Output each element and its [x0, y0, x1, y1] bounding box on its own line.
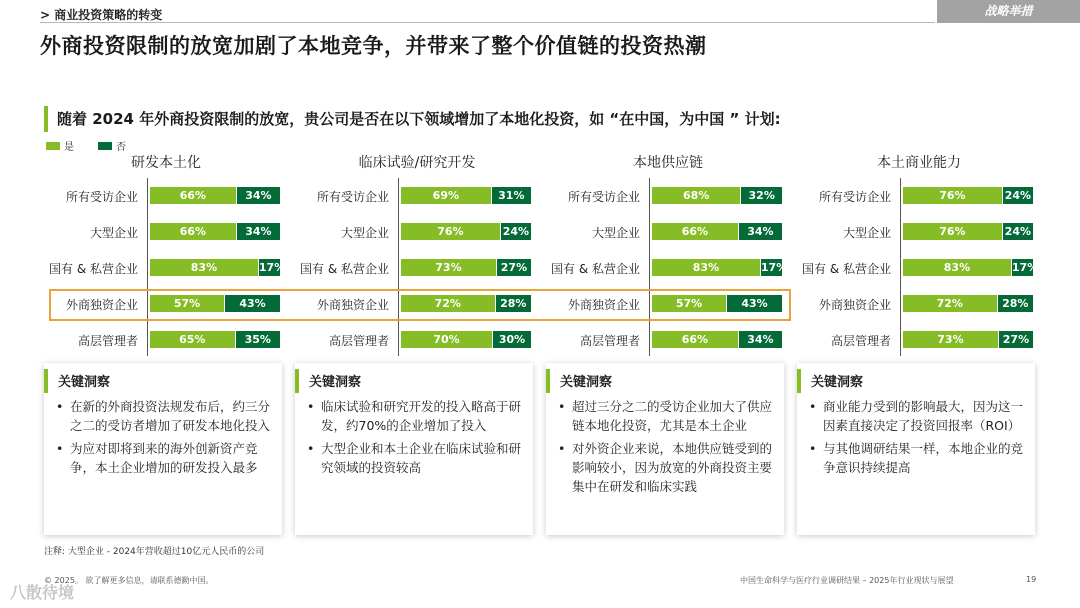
bar-row: [799, 185, 1039, 207]
category-label: 外商独资企业: [567, 298, 640, 312]
bar-segment-yes: 70%: [401, 331, 492, 348]
bar-segment-no: 35%: [236, 331, 281, 348]
bar-segment-yes: 69%: [401, 187, 491, 204]
footer-report-title: 中国生命科学与医疗行业调研结果 – 2025年行业现状与展望: [740, 576, 954, 585]
question-accent: [44, 106, 48, 132]
bar-segment-yes: 65%: [150, 331, 235, 348]
bar-segment-yes: 76%: [401, 223, 500, 240]
category-label: 所有受访企业: [567, 190, 640, 204]
category-label: 国有 & 私营企业: [802, 262, 891, 276]
page-title: 外商投资限制的放宽加剧了本地竞争，并带来了整个价值链的投资热潮: [40, 34, 707, 58]
bar-segment-yes: 72%: [401, 295, 495, 312]
bar-segment-no: 17%: [258, 261, 286, 274]
category-label: 国有 & 私营企业: [551, 262, 640, 276]
category-label: 所有受访企业: [316, 190, 389, 204]
bar-row: [799, 329, 1039, 351]
bar-segment-no: 30%: [493, 331, 531, 348]
insight-card-title: 关键洞察: [811, 375, 864, 390]
bar-row: [46, 257, 286, 279]
card-accent: [44, 369, 48, 393]
watermark: 八散待境: [10, 583, 75, 602]
card-accent: [797, 369, 801, 393]
bar-segment-no: 34%: [739, 223, 782, 240]
category-label: 外商独资企业: [818, 298, 891, 312]
card-accent: [295, 369, 299, 393]
bar-row: [799, 293, 1039, 315]
insight-card-3: [546, 363, 784, 535]
card-accent: [546, 369, 550, 393]
bar-segment-no: 34%: [237, 223, 280, 240]
bar-segment-yes: 66%: [652, 331, 738, 348]
insight-bullet-list: [556, 397, 774, 500]
chart-panel-3: [548, 152, 788, 357]
category-label: 高层管理者: [830, 334, 891, 348]
bar-segment-yes: 73%: [401, 259, 496, 276]
legend-label-yes: 是: [64, 142, 74, 153]
bar-segment-no: 24%: [1004, 189, 1032, 202]
bar-row: [297, 221, 537, 243]
category-label: 大型企业: [842, 226, 891, 240]
legend-swatch-yes: [46, 142, 60, 150]
bar-segment-yes: 66%: [652, 223, 738, 240]
footer-copyright: © 2025。 欲了解更多信息，请联系德勤中国。: [44, 576, 214, 585]
insight-bullet: • 与其他调研结果一样，本地企业的竞争意识持续提高: [807, 439, 1025, 477]
category-label: 所有受访企业: [65, 190, 138, 204]
legend-swatch-no: [98, 142, 112, 150]
bar-segment-yes: 76%: [903, 223, 1002, 240]
chart-panel-4: [799, 152, 1039, 357]
survey-question: 随着 2024 年外商投资限制的放宽，贵公司是否在以下领域增加了本地化投资，如 “在中国，为中国 ” 计划:: [57, 110, 781, 128]
bar-segment-no: 32%: [741, 187, 782, 204]
chart-title: 本土商业能力: [877, 155, 961, 171]
insight-card-title: 关键洞察: [58, 375, 111, 390]
category-label: 外商独资企业: [65, 298, 138, 312]
section-label: > 商业投资策略的转变: [40, 8, 163, 22]
category-label: 国有 & 私营企业: [49, 262, 138, 276]
category-label: 大型企业: [591, 226, 640, 240]
bar-segment-yes: 83%: [150, 259, 258, 276]
insight-card-2: [295, 363, 533, 535]
bar-segment-no: 17%: [1011, 261, 1039, 274]
bar-row: [46, 329, 286, 351]
legend-item-no: [98, 138, 126, 153]
bar-segment-yes: 83%: [652, 259, 760, 276]
bar-segment-no: 28%: [496, 295, 531, 312]
bar-row: [297, 257, 537, 279]
corner-tag: 战略举措: [937, 0, 1080, 23]
legend: [46, 138, 150, 153]
bar-segment-no: 43%: [225, 295, 280, 312]
insight-bullet-list: [54, 397, 272, 481]
insight-bullet: • 大型企业和本土企业在临床试验和研究领域的投资较高: [305, 439, 523, 477]
bar-segment-no: 24%: [1004, 225, 1032, 238]
bar-row: [46, 185, 286, 207]
bar-segment-yes: 83%: [903, 259, 1011, 276]
category-label: 大型企业: [89, 226, 138, 240]
insight-card-title: 关键洞察: [309, 375, 362, 390]
category-label: 国有 & 私营企业: [300, 262, 389, 276]
category-label: 高层管理者: [328, 334, 389, 348]
bar-row: [548, 221, 788, 243]
bar-segment-yes: 57%: [150, 295, 224, 312]
footnote: 注释: 大型企业 - 2024年营收超过10亿元人民币的公司: [44, 547, 265, 557]
insight-bullet-list: [807, 397, 1025, 481]
insight-bullet-list: [305, 397, 523, 481]
bar-row: [548, 257, 788, 279]
category-label: 高层管理者: [579, 334, 640, 348]
bar-row: [548, 329, 788, 351]
insight-bullet: • 对外资企业来说，本地供应链受到的影响较小，因为放宽的外商投资主要集中在研发和临床实践: [556, 439, 774, 496]
bar-segment-no: 24%: [502, 225, 530, 238]
chart-title: 临床试验/研究开发: [358, 155, 476, 171]
chart-panel-1: [46, 152, 286, 357]
category-label: 高层管理者: [77, 334, 138, 348]
chart-panel-2: [297, 152, 537, 357]
bar-segment-no: 31%: [492, 187, 531, 204]
bar-segment-no: 28%: [998, 295, 1033, 312]
bar-row: [297, 329, 537, 351]
bar-row: [297, 185, 537, 207]
category-label: 外商独资企业: [316, 298, 389, 312]
category-label: 大型企业: [340, 226, 389, 240]
bar-segment-no: 34%: [237, 187, 280, 204]
bar-segment-yes: 57%: [652, 295, 726, 312]
page-number: 19: [1026, 575, 1037, 584]
chart-title: 研发本土化: [131, 155, 201, 171]
bar-row: [799, 221, 1039, 243]
insight-card-title: 关键洞察: [560, 375, 613, 390]
bar-segment-no: 17%: [760, 261, 788, 274]
insight-bullet: • 在新的外商投资法规发布后，约三分之二的受访者增加了研发本地化投入: [54, 397, 272, 435]
insight-bullet: • 商业能力受到的影响最大，因为这一因素直接决定了投资回报率（ROI）: [807, 397, 1025, 435]
bar-segment-yes: 68%: [652, 187, 740, 204]
insight-card-1: [44, 363, 282, 535]
bar-row: [799, 257, 1039, 279]
insight-card-4: [797, 363, 1035, 535]
legend-label-no: 否: [116, 142, 126, 153]
chart-title: 本地供应链: [633, 155, 703, 171]
bar-segment-no: 43%: [727, 295, 782, 312]
bar-row: [548, 185, 788, 207]
bar-segment-yes: 73%: [903, 331, 998, 348]
highlight-box-foreign-owned: [49, 289, 791, 321]
bar-segment-yes: 66%: [150, 223, 236, 240]
insight-bullet: • 为应对即将到来的海外创新资产竞争，本土企业增加的研发投入最多: [54, 439, 272, 477]
legend-item-yes: [46, 138, 74, 153]
bar-segment-no: 34%: [739, 331, 782, 348]
bar-segment-yes: 72%: [903, 295, 997, 312]
category-label: 所有受访企业: [818, 190, 891, 204]
bar-segment-no: 27%: [497, 259, 531, 276]
insight-bullet: • 临床试验和研究开发的投入略高于研发，约70%的企业增加了投入: [305, 397, 523, 435]
bar-row: [46, 221, 286, 243]
section-divider: [40, 22, 935, 23]
bar-segment-no: 27%: [999, 331, 1033, 348]
bar-segment-yes: 76%: [903, 187, 1002, 204]
bar-segment-yes: 66%: [150, 187, 236, 204]
insight-bullet: • 超过三分之二的受访企业加大了供应链本地化投资，尤其是本土企业: [556, 397, 774, 435]
